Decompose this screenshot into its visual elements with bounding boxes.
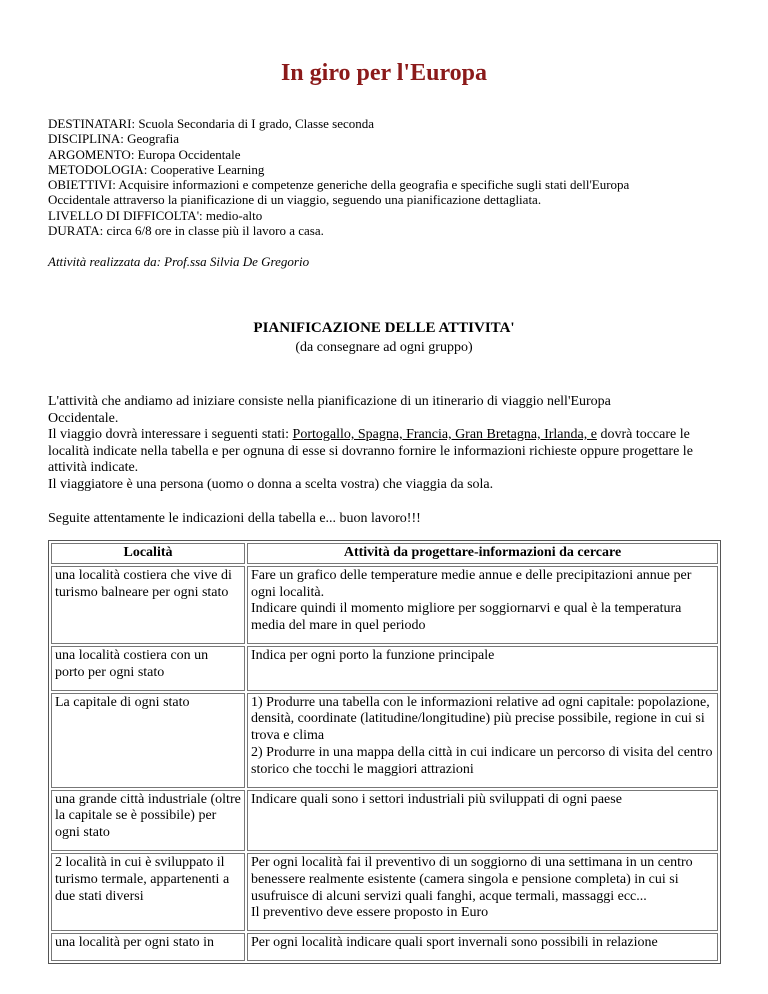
table-header-row [51, 543, 718, 564]
cell-place: 2 località in cui è sviluppato il turismo termale, appartenenti a due stati diversi [51, 853, 245, 931]
cell-activity [247, 566, 718, 644]
meta-line: OBIETTIVI: Acquisire informazioni e competenze generiche della geografia e specifiche sugli stati dell'Europa [48, 177, 630, 193]
table-row [51, 790, 718, 851]
activity-line: Indica per ogni porto la funzione principale [251, 647, 495, 663]
table-row [51, 693, 718, 788]
author-credit: Attività realizzata da: Prof.ssa Silvia De Gregorio [48, 254, 310, 269]
table-row [51, 853, 718, 931]
column-header-activity: Attività da progettare-informazioni da cercare [247, 543, 718, 564]
intro-paragraph-2 [48, 427, 720, 477]
metadata-block [48, 116, 720, 238]
section-subtitle: (da consegnare ad ogni gruppo) [295, 340, 473, 355]
table-row [51, 646, 718, 691]
meta-line: ARGOMENTO: Europa Occidentale [48, 146, 241, 162]
activities-table [48, 540, 721, 964]
activity-line: Indicare quali sono i settori industriali più sviluppati di ogni paese [251, 791, 622, 807]
cell-place: una località costiera che vive di turismo balneare per ogni stato [51, 566, 245, 644]
intro-paragraph-1 [48, 394, 720, 427]
activity-line: 2) Produrre in una mappa della città in cui indicare un percorso di visita del centro storico che tocchi le maggiori attrazioni [251, 744, 713, 777]
intro-text-span: Il viaggio dovrà interessare i seguenti stati: [48, 427, 293, 442]
intro-text [48, 394, 720, 493]
activity-line: Il preventivo deve essere proposto in Euro [251, 905, 489, 921]
activity-line: Per ogni località indicare quali sport invernali sono possibili in relazione [251, 935, 658, 951]
cell-activity [247, 933, 718, 961]
activity-line: Fare un grafico delle temperature medie annue e delle precipitazioni annue per ogni località. [251, 567, 692, 600]
cell-place: una grande città industriale (oltre la capitale se è possibile) per ogni stato [51, 790, 245, 851]
meta-line: DESTINATARI: Scuola Secondaria di I grado, Classe seconda [48, 116, 375, 131]
cell-place: una località per ogni stato in [51, 933, 245, 961]
intro-paragraph-3: Il viaggiatore è una persona (uomo o donna a scelta vostra) che viaggia da sola. [48, 476, 494, 492]
table-row [51, 566, 718, 644]
intro-line: Occidentale. [48, 410, 119, 426]
page-title: In giro per l'Europa [280, 60, 488, 86]
meta-line: DISCIPLINA: Geografia [48, 131, 180, 147]
cell-place: La capitale di ogni stato [51, 693, 245, 788]
meta-line: LIVELLO DI DIFFICOLTA': medio-alto [48, 207, 263, 223]
cell-activity [247, 790, 718, 851]
activity-line: 1) Produrre una tabella con le informazioni relative ad ogni capitale: popolazione, densità, coordinate (latitudine/longitudine) più precise possibile, regione in cui si trova e clima [251, 694, 710, 744]
meta-line: METODOLOGIA: Cooperative Learning [48, 161, 265, 177]
cell-activity [247, 693, 718, 788]
cell-place: una località costiera con un porto per ogni stato [51, 646, 245, 691]
instruction-text: Seguite attentamente le indicazioni della tabella e... buon lavoro!!! [48, 511, 421, 526]
table-row [51, 933, 718, 961]
states-list: Portogallo, Spagna, Francia, Gran Bretagna, Irlanda, e [292, 427, 597, 442]
cell-activity [247, 646, 718, 691]
activity-line: Per ogni località fai il preventivo di un soggiorno di una settimana in un centro benessere realmente esistente (camera singola e pensione completa) in cui si usufruisce di alcuni servizi quali fanghi, acque termali, massaggi ecc... [251, 854, 693, 904]
meta-line: Occidentale attraverso la pianificazione di un viaggio, seguendo una pianificazione dettagliata. [48, 192, 542, 208]
activity-line: Indicare quindi il momento migliore per soggiornarvi e qual è la temperatura media del mare in quel periodo [251, 601, 682, 634]
intro-line: L'attività che andiamo ad iniziare consiste nella pianificazione di un itinerario di viaggio nell'Europa [48, 394, 611, 409]
intro-text-span: dovrà toccare le località indicate nella tabella e per ognuna di esse si dovranno fornire le informazioni richieste oppure progettare le attività indicate. [48, 427, 693, 475]
meta-line: DURATA: circa 6/8 ore in classe più il lavoro a casa. [48, 223, 324, 239]
column-header-location: Località [51, 543, 245, 564]
cell-activity [247, 853, 718, 931]
section-title: PIANIFICAZIONE DELLE ATTIVITA' [253, 320, 515, 336]
